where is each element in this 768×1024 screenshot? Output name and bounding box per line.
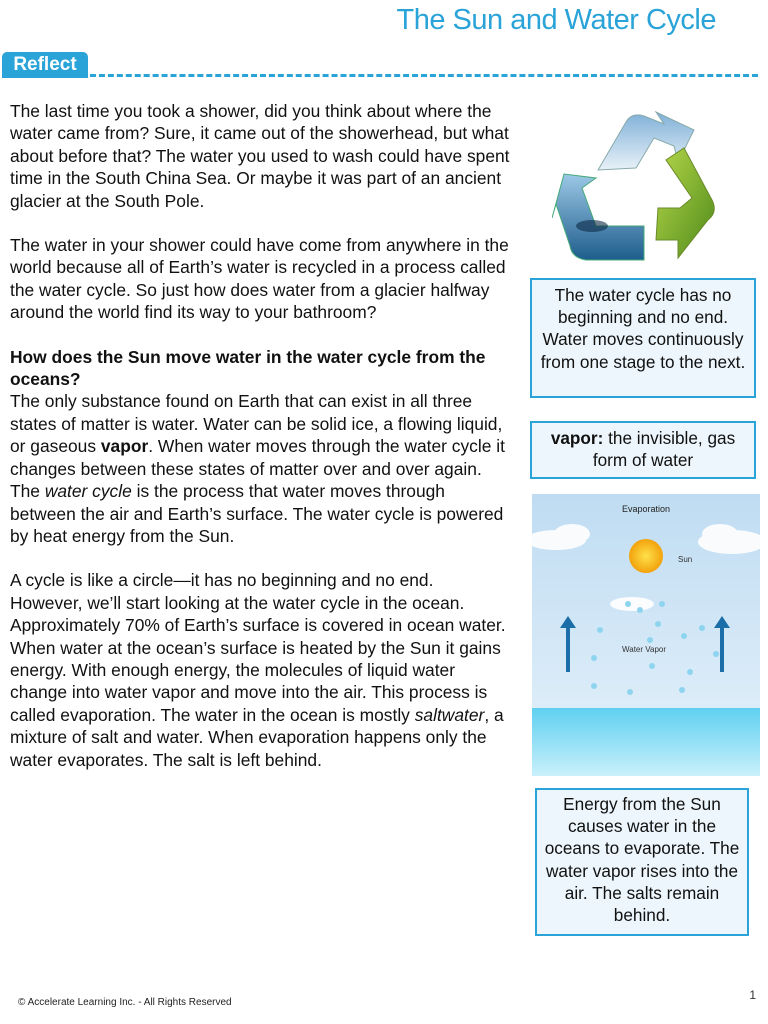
term-saltwater: saltwater	[414, 704, 485, 725]
vocab-term: vapor:	[550, 428, 604, 448]
main-text	[10, 100, 510, 793]
section-tab-reflect: Reflect	[2, 52, 88, 78]
copyright-footer: © Accelerate Learning Inc. - All Rights Reserved	[18, 997, 232, 1008]
vocab-box	[530, 421, 756, 479]
paragraph-states: The only substance found on Earth that can exist in all three states of matter is water. Water can be solid ice, a flowing liquid, or gaseous vapor. When water moves through the water cycle it changes between these states of matter over and over again. The water cycle is the process that water moves through between the air and Earth’s surface. The water cycle is powered by heat energy from the Sun.	[10, 391, 505, 546]
evap-title: Evaporation	[621, 504, 671, 514]
page-title: The Sun and Water Cycle	[396, 4, 716, 36]
term-vapor: vapor	[100, 436, 149, 457]
paragraph-intro: The last time you took a shower, did you think about where the water came from? Sure, it came out of the showerhead, but what about before that? The water you used to wash could have spent time in the South China Sea. Or maybe it was part of an ancient glacier at the South Pole.	[10, 101, 510, 211]
vocab-definition: the invisible, gas form of water	[592, 428, 736, 471]
evaporation-caption-text: Energy from the Sun causes water in the oceans to evaporate. The water vapor rises into the air. The salts remain behind.	[544, 794, 740, 926]
evaporation-caption-box	[535, 788, 749, 936]
section-question: How does the Sun move water in the water cycle from the oceans?	[10, 346, 486, 390]
recycle-arrows-image	[552, 108, 728, 268]
page-number: 1	[749, 988, 756, 1002]
paragraph-recycled: The water in your shower could have come from anywhere in the world because all of Earth’s water is recycled in a process called the water cycle. So just how does water from a glacier halfway around the world find its way to your bathroom?	[10, 235, 509, 323]
paragraph-evaporation: A cycle is like a circle—it has no beginning and no end. However, we’ll start looking at the water cycle in the ocean. Approximately 70% of Earth’s surface is covered in ocean water. When water at the ocean’s surface is heated by the Sun it gains energy. With enough energy, the molecules of liquid water change into water vapor and move into the air. This process is called evaporation. The water in the ocean is mostly saltwater, a mixture of salt and water. When evaporation happens only the water evaporates. The salt is left behind.	[10, 570, 506, 770]
cycle-note-text: The water cycle has no beginning and no end. Water moves continuously from one stage to the next.	[540, 285, 746, 372]
dashed-divider	[90, 74, 758, 77]
evap-vapor-label: Water Vapor	[622, 645, 667, 654]
term-water-cycle: water cycle	[44, 481, 132, 502]
cycle-note-box	[530, 278, 756, 398]
evaporation-diagram	[532, 494, 760, 776]
evap-sun-label: Sun	[678, 555, 693, 564]
